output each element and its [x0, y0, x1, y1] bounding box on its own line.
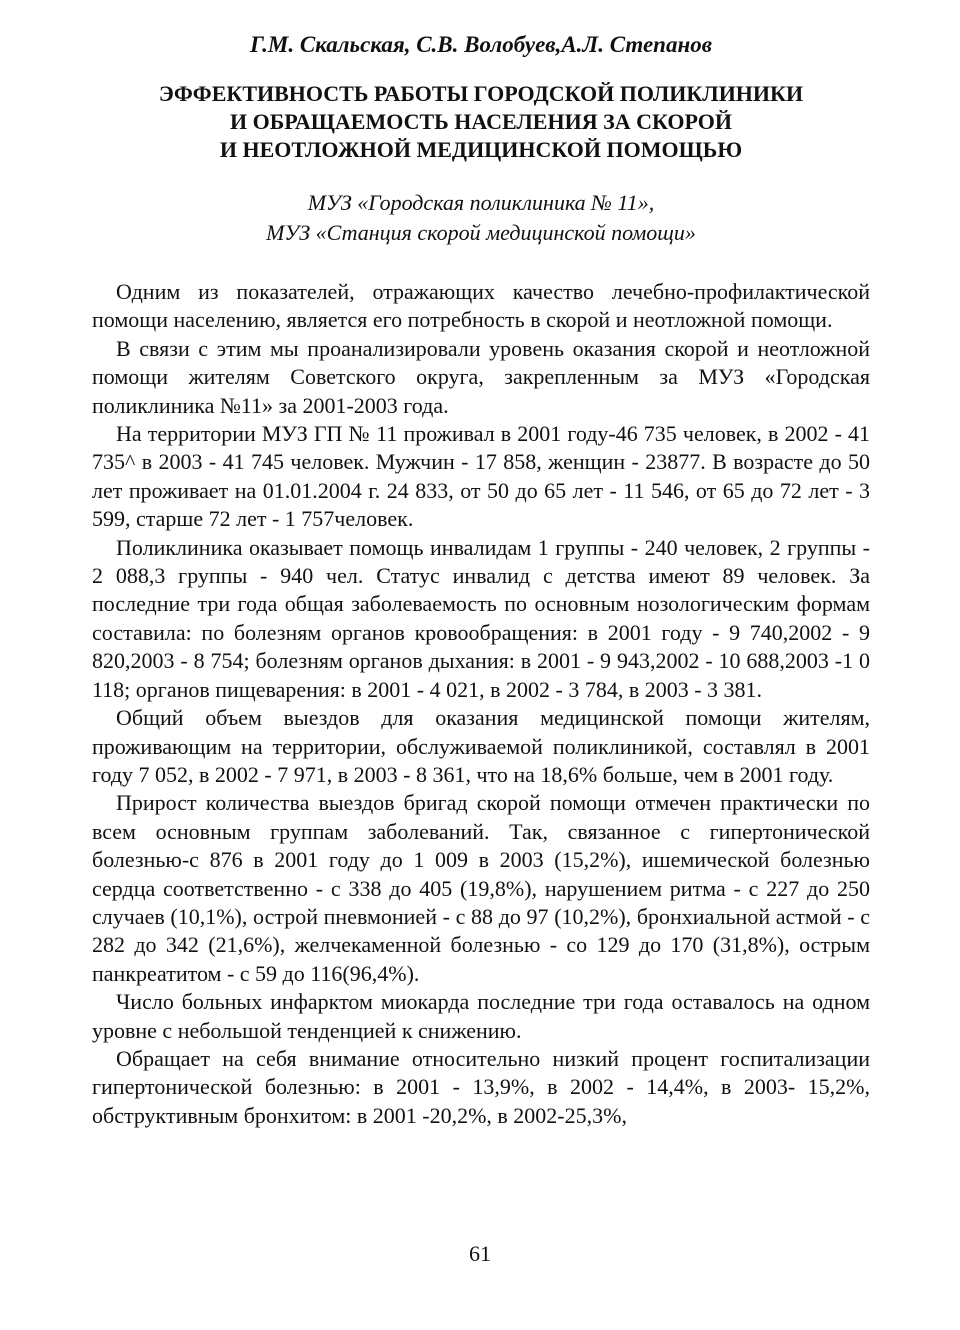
paragraph: Одним из показателей, отражающих качество лечебно-профилактической помощи населению, является его потребность в скорой и неотложной помощи. [92, 279, 870, 333]
affiliation [92, 188, 870, 248]
title-line: И НЕОТЛОЖНОЙ МЕДИЦИНСКОЙ ПОМОЩЬЮ [219, 137, 743, 162]
affiliation-line: МУЗ «Станция скорой медицинской помощи» [266, 220, 696, 245]
paragraph: Обращает на себя внимание относительно низкий процент госпитализации гипертонической болезнью: в 2001 - 13,9%, в 2002 - 14,4%, в 2003- 15,2%, обструктивным бронхитом: в 2001 -20,2%, в 2002-25,3%, [92, 1045, 870, 1128]
article-title [92, 80, 870, 164]
affiliation-line: МУЗ «Городская поликлиника № 11», [307, 190, 655, 215]
page [92, 30, 870, 1130]
paragraph: Прирост количества выездов бригад скорой помощи отмечен практически по всем основным группам заболеваний. Так, связанное с гипертонической болезнью-с 876 в 2001 году до 1 009 в 2003 (15,2%), ишемической болезнью сердца соответственно - с 338 до 405 (19,8%), нарушением ритма - с 227 до 250 случаев (10,1%), острой пневмонией - с 88 до 97 (10,2%), бронхиальной астмой - с 282 до 342 (21,6%), желчекаменной болезнью - со 129 до 170 (31,8%), острым панкреатитом - с 59 до 116(96,4%). [92, 790, 870, 986]
authors-line: Г.М. Скальская, С.В. Волобуев,А.Л. Степанов [249, 32, 713, 57]
title-line: ЭФФЕКТИВНОСТЬ РАБОТЫ ГОРОДСКОЙ ПОЛИКЛИНИКИ [158, 81, 804, 106]
paragraph: На территории МУЗ ГП № 11 проживал в 2001 году-46 735 человек, в 2002 - 41 735^ в 2003 - 41 745 человек. Мужчин - 17 858, женщин - 23877. В возрасте до 50 лет проживает на 01.01.2004 г. 24 833, от 50 до 65 лет - 11 546, от 65 до 72 лет - 3 599, старше 72 лет - 1 757человек. [92, 421, 870, 532]
title-line: И ОБРАЩАЕМОСТЬ НАСЕЛЕНИЯ ЗА СКОРОЙ [229, 109, 733, 134]
paragraph: Поликлиника оказывает помощь инвалидам 1 группы - 240 человек, 2 группы - 2 088,3 группы - 940 чел. Статус инвалид с детства имеют 89 человек. За последние три года общая заболеваемость по основным нозологическим формам составила: по болезням органов кровообращения: в 2001 году - 9 740,2002 - 9 820,2003 - 8 754; болезням органов дыхания: в 2001 - 9 943,2002 - 10 688,2003 -1 0 118; органов пищеварения: в 2001 - 4 021, в 2002 - 3 784, в 2003 - 3 381. [92, 534, 870, 702]
article-body [92, 278, 870, 1130]
page-number: 61 [469, 1241, 491, 1266]
paragraph: Общий объем выездов для оказания медицинской помощи жителям, проживающим на территории, обслуживаемой поликлиникой, составлял в 2001 году 7 052, в 2002 - 7 971, в 2003 - 8 361, что на 18,6% больше, чем в 2001 году. [92, 705, 870, 787]
paragraph: Число больных инфарктом миокарда последние три года оставалось на одном уровне с небольшой тенденцией к снижению. [92, 989, 870, 1043]
paragraph: В связи с этим мы проанализировали уровень оказания скорой и неотложной помощи жителям Советского округа, закрепленным за МУЗ «Городская поликлиника №11» за 2001-2003 года. [92, 335, 870, 418]
